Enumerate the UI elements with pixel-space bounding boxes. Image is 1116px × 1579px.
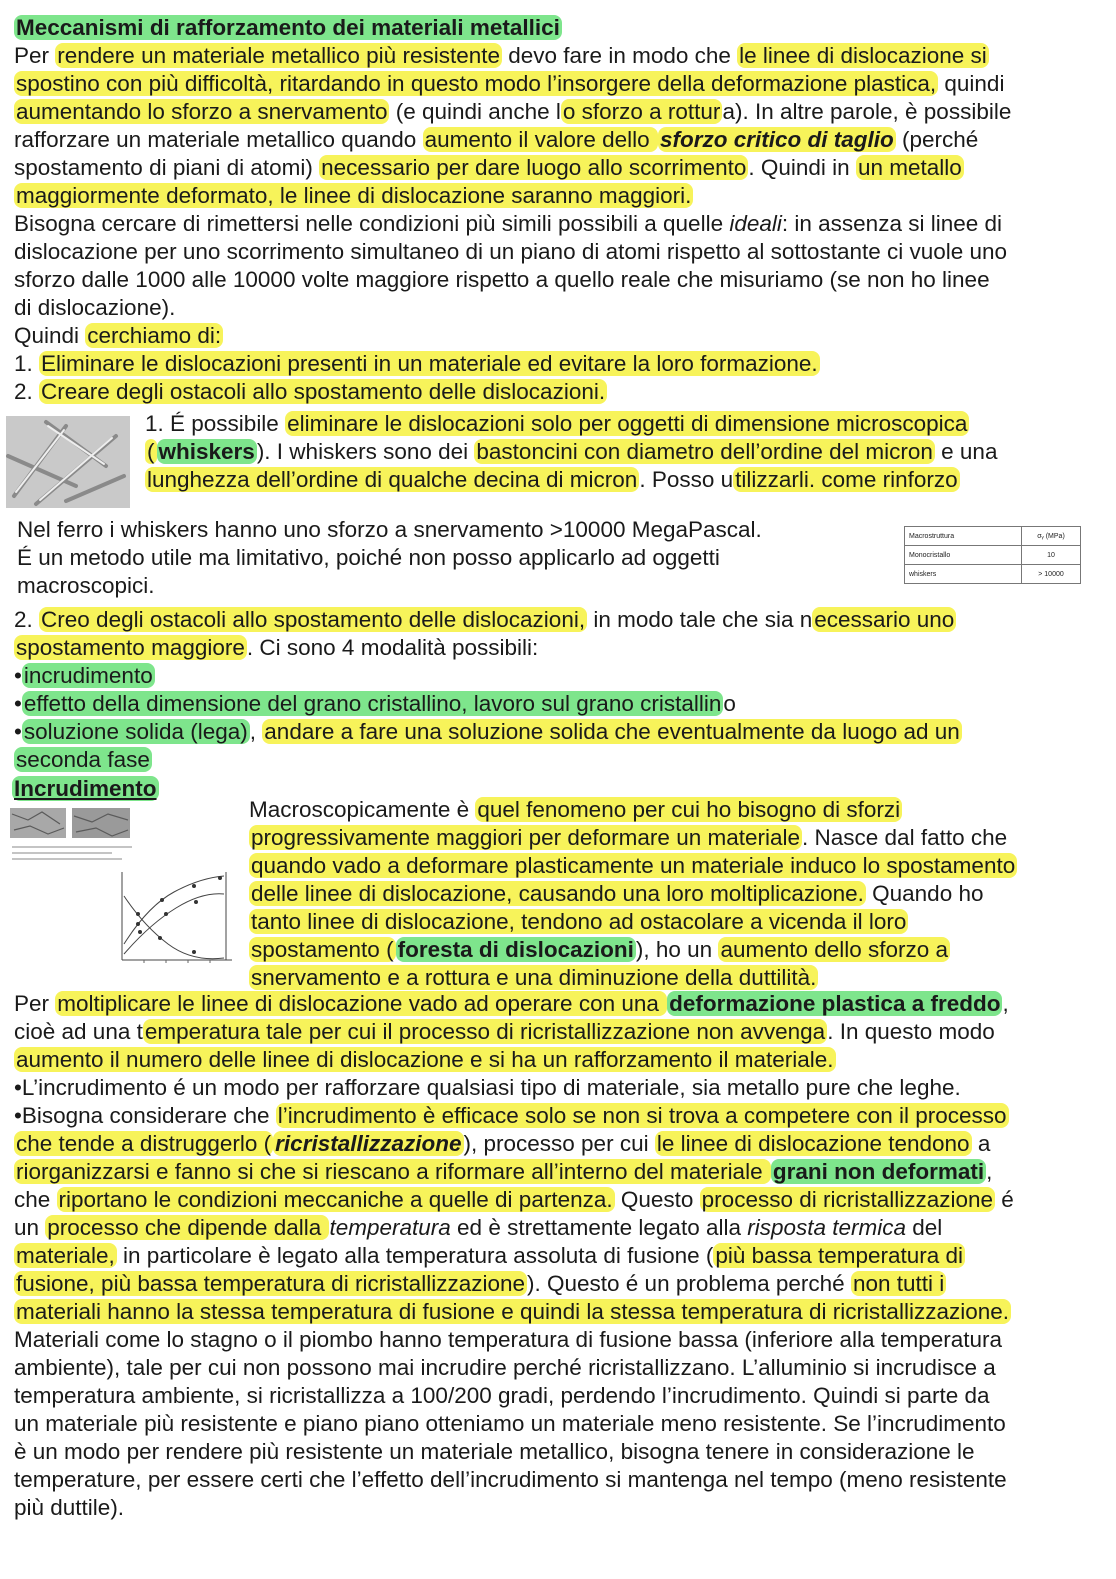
paragraph-line: seconda fase <box>16 747 150 772</box>
paragraph-line: delle linee di dislocazione, causando una loro moltiplicazione. Quando ho <box>251 881 984 906</box>
yield-strength-table <box>904 526 1081 584</box>
list-item: •soluzione solida (lega), andare a fare una soluzione solida che eventualmente da luogo ad un <box>14 719 960 744</box>
paragraph-line: spostino con più difficoltà, ritardando in questo modo l’insorgere della deformazione plastica, quindi <box>16 71 1005 96</box>
paragraph-line: più duttile). <box>14 1495 125 1520</box>
paragraph-line: tanto linee di dislocazione, tendono ad ostacolare a vicenda il loro <box>251 909 907 934</box>
paragraph-line: temperature, per essere certi che l’effetto dell’incrudimento si mantenga nel tempo (meno resistente <box>14 1467 1007 1492</box>
paragraph-line: Bisogna cercare di rimettersi nelle condizioni più simili possibili a quelle ideali: in assenza si linee di <box>14 211 1003 236</box>
paragraph-line: Macroscopicamente è quel fenomeno per cui ho bisogno di sforzi <box>249 797 901 822</box>
paragraph-line: un processo che dipende dalla temperatura ed è strettamente legato alla risposta termica del <box>14 1215 943 1240</box>
paragraph-line: aumento il numero delle linee di dislocazione e si ha un rafforzamento il materiale. <box>16 1047 834 1072</box>
strength-ductility-graph-image <box>104 866 240 972</box>
paragraph-line: rafforzare un materiale metallico quando aumento il valore dello sforzo critico di taglio (perché <box>14 127 979 152</box>
list-item: •effetto della dimensione del grano cristallino, lavoro sul grano cristallino <box>14 691 736 716</box>
data-table <box>904 526 1081 584</box>
paragraph-line: Materiali come lo stagno o il piombo hanno temperatura di fusione bassa (inferiore alla temperatura <box>14 1327 1003 1352</box>
paragraph-line: •L’incrudimento é un modo per rafforzare qualsiasi tipo di materiale, sia metallo pure che leghe. <box>14 1075 961 1100</box>
paragraph-line: Per rendere un materiale metallico più resistente devo fare in modo che le linee di dislocazione si <box>14 43 987 68</box>
paragraph-line: ( whiskers). I whiskers sono dei bastoncini con diametro dell’ordine del micron e una <box>147 439 998 464</box>
list-item: 1. Eliminare le dislocazioni presenti in un materiale ed evitare la loro formazione. <box>14 351 818 376</box>
paragraph-line: dislocazione per uno scorrimento simultaneo di un piano di atomi rispetto al sottostante ci vuole uno <box>14 239 1008 264</box>
paragraph-line: lunghezza dell’ordine di qualche decina di micron. Posso utilizzarli. come rinforzo <box>147 467 958 492</box>
paragraph-line: snervamento e a rottura e una diminuzione della duttilità. <box>251 965 817 990</box>
paragraph-line: fusione, più bassa temperatura di ricristallizzazione). Questo é un problema perché non tutti i <box>16 1271 945 1296</box>
paragraph-line: progressivamente maggiori per deformare un materiale. Nasce dal fatto che <box>251 825 1008 850</box>
paragraph-line: spostamento maggiore. Ci sono 4 modalità possibili: <box>16 635 539 660</box>
paragraph-line: É un metodo utile ma limitativo, poiché non posso applicarlo ad oggetti <box>17 545 720 570</box>
paragraph-line: Per moltiplicare le linee di dislocazione vado ad operare con una deformazione plastica a freddo, <box>14 991 1009 1016</box>
paragraph-line: che riportano le condizioni meccaniche a quelle di partenza. Questo processo di ricristallizzazione é <box>14 1187 1014 1212</box>
paragraph-line: temperatura ambiente, si ricristallizza a 100/200 gradi, perdendo l’incrudimento. Quindi si parte da <box>14 1383 990 1408</box>
document-title: Meccanismi di rafforzamento dei materiali metallici <box>16 15 560 40</box>
paragraph-line: aumentando lo sforzo a snervamento (e quindi anche lo sforzo a rottura). In altre parole, è possibile <box>16 99 1012 124</box>
table-row: Monocristallo 10 <box>905 546 1081 565</box>
paragraph-line: materiale, in particolare è legato alla temperatura assoluta di fusione (più bassa temperatura di <box>16 1243 964 1268</box>
paragraph-line: ambiente), tale per cui non possono mai incrudire perché ricristallizzano. L’alluminio si incrudisce a <box>14 1355 996 1380</box>
paragraph-line: quando vado a deformare plasticamente un materiale induco lo spostamento <box>251 853 1016 878</box>
paragraph-line: riorganizzarsi e fanno si che si riescano a riformare all’interno del materiale grani non deformati, <box>16 1159 993 1184</box>
paragraph-line: un materiale più resistente e piano piano otteniamo un materiale meno resistente. Se l’incrudimento <box>14 1411 1006 1436</box>
list-item: •incrudimento <box>14 663 153 688</box>
paragraph-line: di dislocazione). <box>14 295 176 320</box>
paragraph-line: Nel ferro i whiskers hanno uno sforzo a snervamento >10000 MegaPascal. <box>17 517 762 542</box>
microstructure-image <box>8 806 132 870</box>
paragraph-line: Quindi cerchiamo di: <box>14 323 222 348</box>
paragraph-line: che tende a distruggerlo ( ricristallizzazione), processo per cui le linee di dislocazione tendono a <box>16 1131 991 1156</box>
whiskers-micrograph-image <box>6 416 130 508</box>
list-item: 2. Creare degli ostacoli allo spostamento delle dislocazioni. <box>14 379 606 404</box>
section-heading: Incrudimento <box>14 776 157 801</box>
paragraph-line: •Bisogna considerare che l’incrudimento è efficace solo se non si trova a competere con il processo <box>14 1103 1007 1128</box>
paragraph-line: 1. É possibile eliminare le dislocazioni solo per oggetti di dimensione microscopica <box>145 411 968 436</box>
paragraph-line: sforzo dalle 1000 alle 10000 volte maggiore rispetto a quello reale che misuriamo (se non ho linee <box>14 267 990 292</box>
paragraph-line: cioè ad una temperatura tale per cui il processo di ricristallizzazione non avvenga. In questo modo <box>14 1019 995 1044</box>
paragraph-line: spostamento ( foresta di dislocazioni), ho un aumento dello sforzo a <box>251 937 949 962</box>
paragraph-line: spostamento di piani di atomi) necessario per dare luogo allo scorrimento. Quindi in un metallo <box>14 155 962 180</box>
paragraph-line: 2. Creo degli ostacoli allo spostamento delle dislocazioni, in modo tale che sia necessario uno <box>14 607 955 632</box>
paragraph-line: macroscopici. <box>17 573 155 598</box>
paragraph-line: materiali hanno la stessa temperatura di fusione e quindi la stessa temperatura di ricristallizzazione. <box>16 1299 1009 1324</box>
paragraph-line: è un modo per rendere più resistente un materiale metallico, bisogna tenere in considerazione le <box>14 1439 975 1464</box>
table-header-row: Macrostruttura σᵧ (MPa) <box>905 527 1081 546</box>
table-row: whiskers > 10000 <box>905 565 1081 584</box>
paragraph-line: maggiormente deformato, le linee di dislocazione saranno maggiori. <box>16 183 692 208</box>
